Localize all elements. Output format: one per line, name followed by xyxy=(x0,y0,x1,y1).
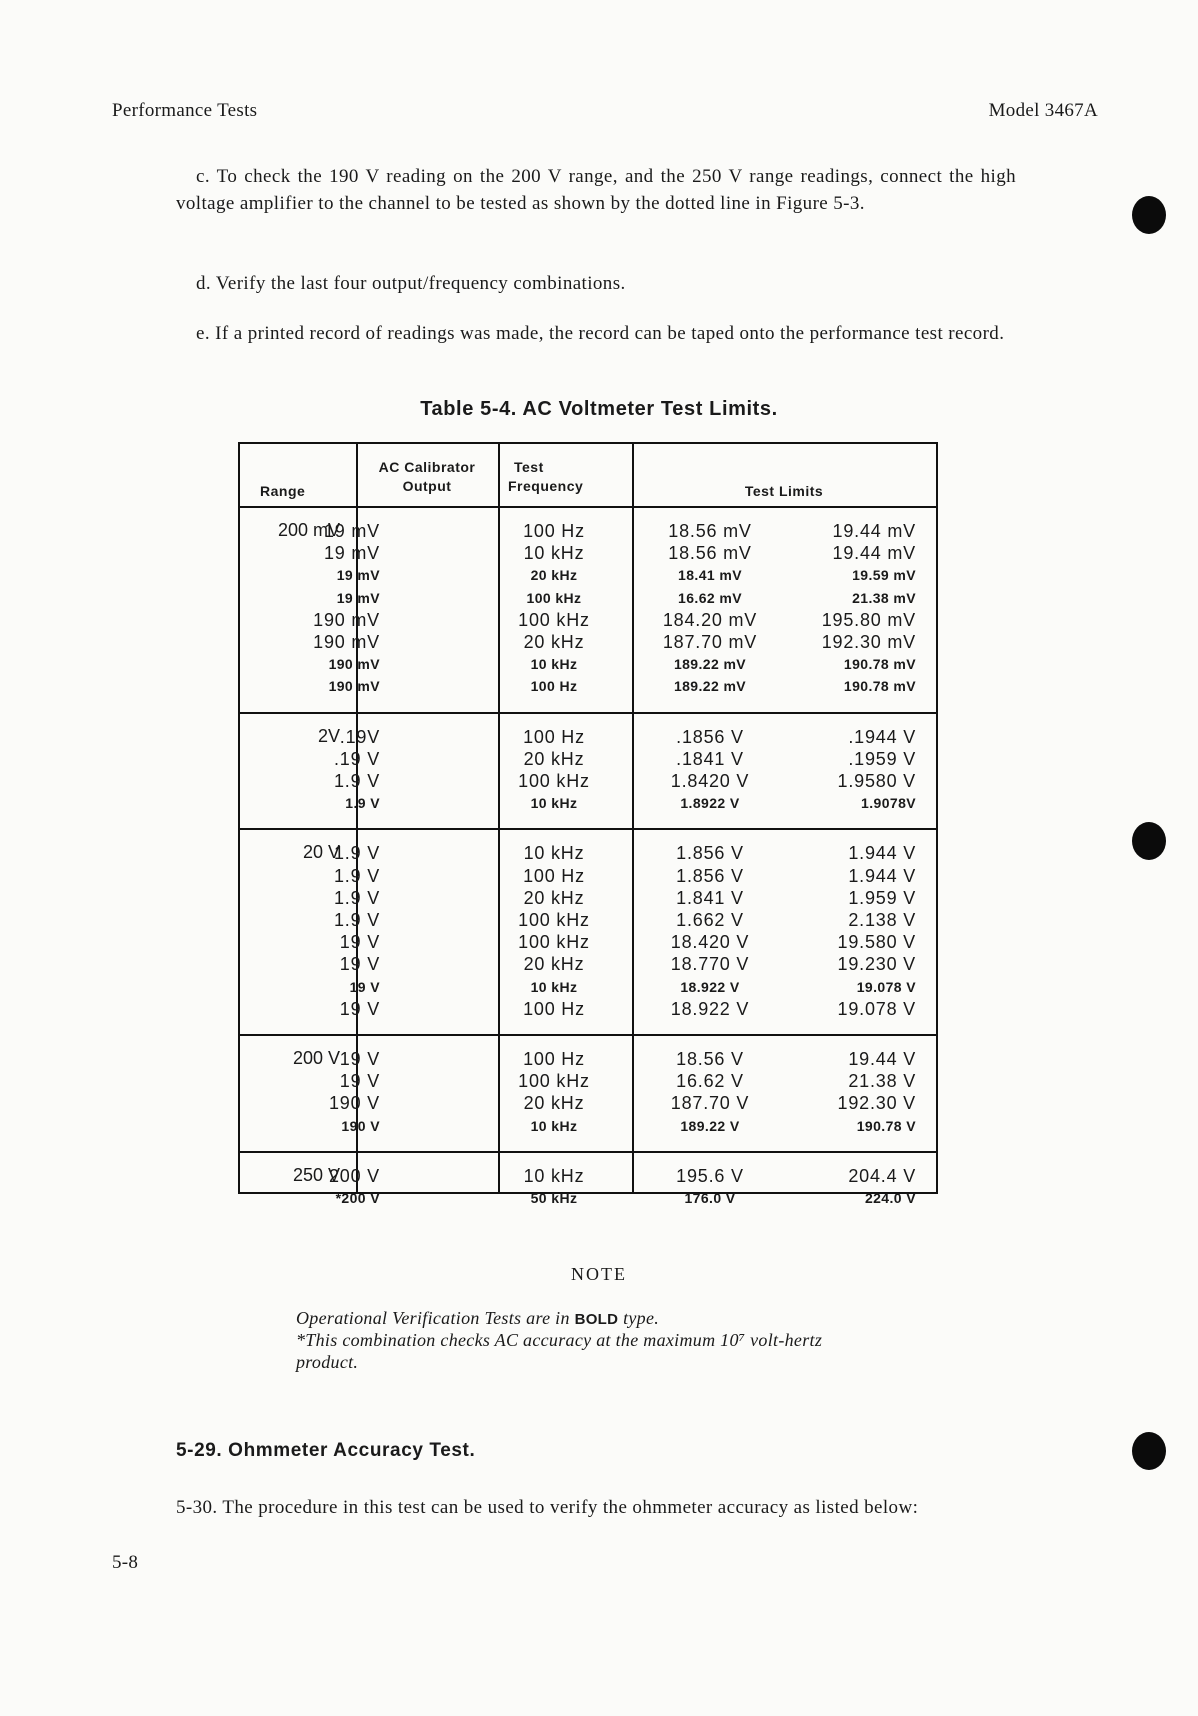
section-paragraph: 5-30. The procedure in this test can be used to verify the ohmmeter accuracy as listed below: xyxy=(176,1497,919,1518)
lower-limit-cell: 16.62 mV xyxy=(678,589,742,606)
range-cell: 20 V xyxy=(302,842,340,863)
table-row xyxy=(240,726,936,748)
lower-limit-cell: 18.922 V xyxy=(670,998,750,1019)
lower-limit-cell: 1.8420 V xyxy=(670,771,750,791)
header-test-limits: Test Limits xyxy=(744,483,824,499)
output-cell: 19 V xyxy=(339,1049,380,1069)
table-row xyxy=(240,1070,936,1092)
lower-limit-cell: 1.8922 V xyxy=(680,795,740,812)
upper-limit-cell: 204.4 V xyxy=(848,1165,916,1186)
table-row xyxy=(240,998,936,1020)
lower-limit-cell: 176.0 V xyxy=(684,1190,736,1206)
frequency-cell: 100 Hz xyxy=(523,726,585,747)
table-row xyxy=(240,953,936,975)
table-row xyxy=(240,887,936,909)
note-line-1 xyxy=(296,1308,659,1330)
note-line-1b: type. xyxy=(618,1308,660,1328)
paragraph-c-text: c. To check the 190 V reading on the 200 V range, and the 250 V range readings, connect the high voltage amplifier to the channel to be tested as shown by the dotted line in Figure 5-3. xyxy=(176,166,1016,214)
lower-limit-cell: 18.41 mV xyxy=(678,567,742,584)
output-cell: 19 mV xyxy=(323,543,380,564)
output-cell: 1.9 V xyxy=(345,795,380,812)
output-cell: 190 V xyxy=(341,1117,380,1134)
upper-limit-cell: 19.078 V xyxy=(837,998,916,1019)
upper-limit-cell: 1.9580 V xyxy=(837,771,916,791)
upper-limit-cell: 19.44 V xyxy=(848,1049,916,1069)
paragraph-e-text: e. If a printed record of readings was made, the record can be taped onto the performance test record. xyxy=(196,323,1005,344)
upper-limit-cell: .1959 V xyxy=(848,748,916,769)
lower-limit-cell: 189.22 mV xyxy=(673,656,747,673)
upper-limit-cell: 1.959 V xyxy=(848,887,916,908)
lower-limit-cell: 1.841 V xyxy=(676,887,744,908)
frequency-cell: 10 kHz xyxy=(523,1165,585,1186)
output-cell: 19 V xyxy=(349,978,380,995)
paragraph-d-text: d. Verify the last four output/frequency combinations. xyxy=(196,273,626,294)
table-row xyxy=(240,842,936,864)
frequency-cell: 10 kHz xyxy=(530,795,578,812)
output-cell: 190 mV xyxy=(313,609,380,630)
paragraph-c xyxy=(176,163,1016,217)
upper-limit-cell: 192.30 mV xyxy=(821,632,916,652)
note-title: NOTE xyxy=(571,1264,627,1284)
frequency-cell: 10 kHz xyxy=(523,843,585,864)
lower-limit-cell: 189.22 mV xyxy=(673,678,747,695)
upper-limit-cell: 21.38 mV xyxy=(852,589,916,606)
frequency-cell: 20 kHz xyxy=(523,1093,585,1114)
upper-limit-cell: 21.38 V xyxy=(848,1071,916,1092)
frequency-cell: 100 Hz xyxy=(523,521,585,541)
frequency-cell: 100 Hz xyxy=(523,1049,585,1069)
table-row xyxy=(240,748,936,770)
upper-limit-cell: 224.0 V xyxy=(864,1190,916,1206)
lower-limit-cell: 1.856 V xyxy=(676,843,744,864)
lower-limit-cell: 18.56 mV xyxy=(668,543,752,564)
table-row xyxy=(240,1092,936,1114)
frequency-cell: 100 kHz xyxy=(518,1071,590,1092)
lower-limit-cell: 189.22 V xyxy=(680,1117,740,1134)
output-cell: 1.9 V xyxy=(333,910,380,930)
upper-limit-cell: 19.44 mV xyxy=(832,521,916,541)
lower-limit-cell: .1841 V xyxy=(676,748,744,769)
lower-limit-cell: 1.856 V xyxy=(676,865,744,886)
group-divider xyxy=(240,828,936,830)
upper-limit-cell: 195.80 mV xyxy=(821,609,916,630)
table-row xyxy=(240,1187,936,1209)
output-cell: 19 V xyxy=(339,954,380,975)
table-row xyxy=(240,653,936,675)
table-row xyxy=(240,1048,936,1070)
frequency-cell: 20 kHz xyxy=(523,887,585,908)
upper-limit-cell: 190.78 V xyxy=(856,1117,916,1134)
table-row xyxy=(240,865,936,887)
frequency-cell: 100 Hz xyxy=(530,678,578,695)
upper-limit-cell: .1944 V xyxy=(848,726,916,747)
frequency-cell: 20 kHz xyxy=(523,748,585,769)
group-divider xyxy=(240,1151,936,1153)
table-row xyxy=(240,770,936,792)
header-section-title: Performance Tests xyxy=(112,100,258,121)
header-frequency-line1: Test xyxy=(514,459,544,475)
upper-limit-cell: 190.78 mV xyxy=(843,678,916,695)
table-row xyxy=(240,675,936,697)
table-row xyxy=(240,564,936,586)
output-cell: 190 V xyxy=(328,1093,380,1114)
frequency-cell: 20 kHz xyxy=(530,567,578,584)
lower-limit-cell: 184.20 mV xyxy=(662,609,758,630)
output-cell: 19 V xyxy=(339,998,380,1019)
table-row xyxy=(240,631,936,653)
table-row xyxy=(240,520,936,542)
output-cell: .19V xyxy=(339,726,380,747)
lower-limit-cell: 1.662 V xyxy=(676,910,744,930)
lower-limit-cell: 195.6 V xyxy=(676,1165,744,1186)
frequency-cell: 10 kHz xyxy=(523,543,585,564)
lower-limit-cell: 18.922 V xyxy=(680,978,740,995)
lower-limit-cell: 18.56 V xyxy=(676,1049,744,1069)
ac-voltmeter-test-limits-table xyxy=(238,442,938,1206)
range-cell: 2V xyxy=(317,725,340,746)
note-line-3: product. xyxy=(296,1352,359,1372)
frequency-cell: 100 kHz xyxy=(518,932,590,953)
note-line-1a: Operational Verification Tests are in xyxy=(296,1308,575,1328)
header-output-line1: AC Calibrator xyxy=(378,459,476,475)
upper-limit-cell: 19.580 V xyxy=(837,932,916,953)
header-rule xyxy=(240,506,936,508)
upper-limit-cell: 19.230 V xyxy=(837,954,916,975)
upper-limit-cell: 192.30 V xyxy=(837,1093,916,1114)
output-cell: 19 mV xyxy=(323,521,380,541)
header-model-number: Model 3467A xyxy=(988,100,1098,121)
header-output xyxy=(356,458,498,496)
upper-limit-cell: 19.44 mV xyxy=(832,543,916,564)
output-cell: 1.9 V xyxy=(333,843,380,864)
page-number: 5-8 xyxy=(112,1552,139,1573)
punch-hole-2 xyxy=(1132,822,1166,860)
section-heading: 5-29. Ohmmeter Accuracy Test. xyxy=(176,1440,476,1461)
frequency-cell: 50 kHz xyxy=(530,1190,578,1206)
frequency-cell: 100 kHz xyxy=(526,589,582,606)
frequency-cell: 100 kHz xyxy=(518,910,590,930)
range-cell: 200 V xyxy=(292,1048,340,1068)
table-row xyxy=(240,931,936,953)
frequency-cell: 10 kHz xyxy=(530,1117,578,1134)
frequency-cell: 100 Hz xyxy=(523,998,585,1019)
frequency-cell: 100 kHz xyxy=(518,609,590,630)
output-cell: 190 mV xyxy=(328,678,380,695)
frequency-cell: 20 kHz xyxy=(523,632,585,652)
frequency-cell: 100 Hz xyxy=(523,865,585,886)
table-row xyxy=(240,1165,936,1187)
lower-limit-cell: 187.70 mV xyxy=(662,632,758,652)
upper-limit-cell: 1.944 V xyxy=(848,865,916,886)
lower-limit-cell: 18.56 mV xyxy=(668,521,752,541)
lower-limit-cell: .1856 V xyxy=(676,726,744,747)
table-row xyxy=(240,609,936,631)
output-cell: 190 mV xyxy=(328,656,380,673)
note-line-2: *This combination checks AC accuracy at the maximum 10⁷ volt-hertz xyxy=(296,1330,823,1350)
frequency-cell: 100 kHz xyxy=(518,771,590,791)
upper-limit-cell: 2.138 V xyxy=(848,910,916,930)
header-frequency-line2: Frequency xyxy=(508,478,584,494)
paragraph-d xyxy=(176,270,1016,297)
output-cell: 19 V xyxy=(339,1071,380,1092)
punch-hole-3 xyxy=(1132,1432,1166,1470)
note-line-1-bold: BOLD xyxy=(574,1311,619,1328)
group-divider xyxy=(240,712,936,714)
output-cell: .19 V xyxy=(333,748,380,769)
punch-hole-1 xyxy=(1132,196,1166,234)
group-divider xyxy=(240,1034,936,1036)
table-row xyxy=(240,792,936,814)
table-row xyxy=(240,542,936,564)
upper-limit-cell: 1.944 V xyxy=(848,843,916,864)
lower-limit-cell: 16.62 V xyxy=(676,1071,744,1092)
frequency-cell: 10 kHz xyxy=(530,656,578,673)
upper-limit-cell: 19.59 mV xyxy=(852,567,916,584)
lower-limit-cell: 18.770 V xyxy=(670,954,750,975)
output-cell: 1.9 V xyxy=(333,887,380,908)
lower-limit-cell: 187.70 V xyxy=(670,1093,750,1114)
output-cell: 1.9 V xyxy=(333,771,380,791)
frequency-cell: 20 kHz xyxy=(523,954,585,975)
output-cell: 200 V xyxy=(328,1165,380,1186)
range-cell: 250 V xyxy=(292,1164,340,1185)
output-cell: 19 V xyxy=(339,932,380,953)
upper-limit-cell: 190.78 mV xyxy=(843,656,916,673)
table-row xyxy=(240,587,936,609)
upper-limit-cell: 19.078 V xyxy=(856,978,916,995)
output-cell: 190 mV xyxy=(313,632,380,652)
header-output-line2: Output xyxy=(402,478,452,494)
output-cell: *200 V xyxy=(335,1190,380,1206)
output-cell: 19 mV xyxy=(336,567,380,584)
table-row xyxy=(240,976,936,998)
lower-limit-cell: 18.420 V xyxy=(670,932,750,953)
table-row xyxy=(240,909,936,931)
range-cell: 200 mV xyxy=(277,520,340,540)
output-cell: 1.9 V xyxy=(333,865,380,886)
header-frequency xyxy=(508,458,583,496)
table-caption: Table 5-4. AC Voltmeter Test Limits. xyxy=(420,398,778,420)
table-row xyxy=(240,1115,936,1137)
output-cell: 19 mV xyxy=(336,589,380,606)
header-range: Range xyxy=(260,483,306,499)
paragraph-e xyxy=(176,320,1016,347)
upper-limit-cell: 1.9078V xyxy=(861,795,916,812)
frequency-cell: 10 kHz xyxy=(530,978,578,995)
